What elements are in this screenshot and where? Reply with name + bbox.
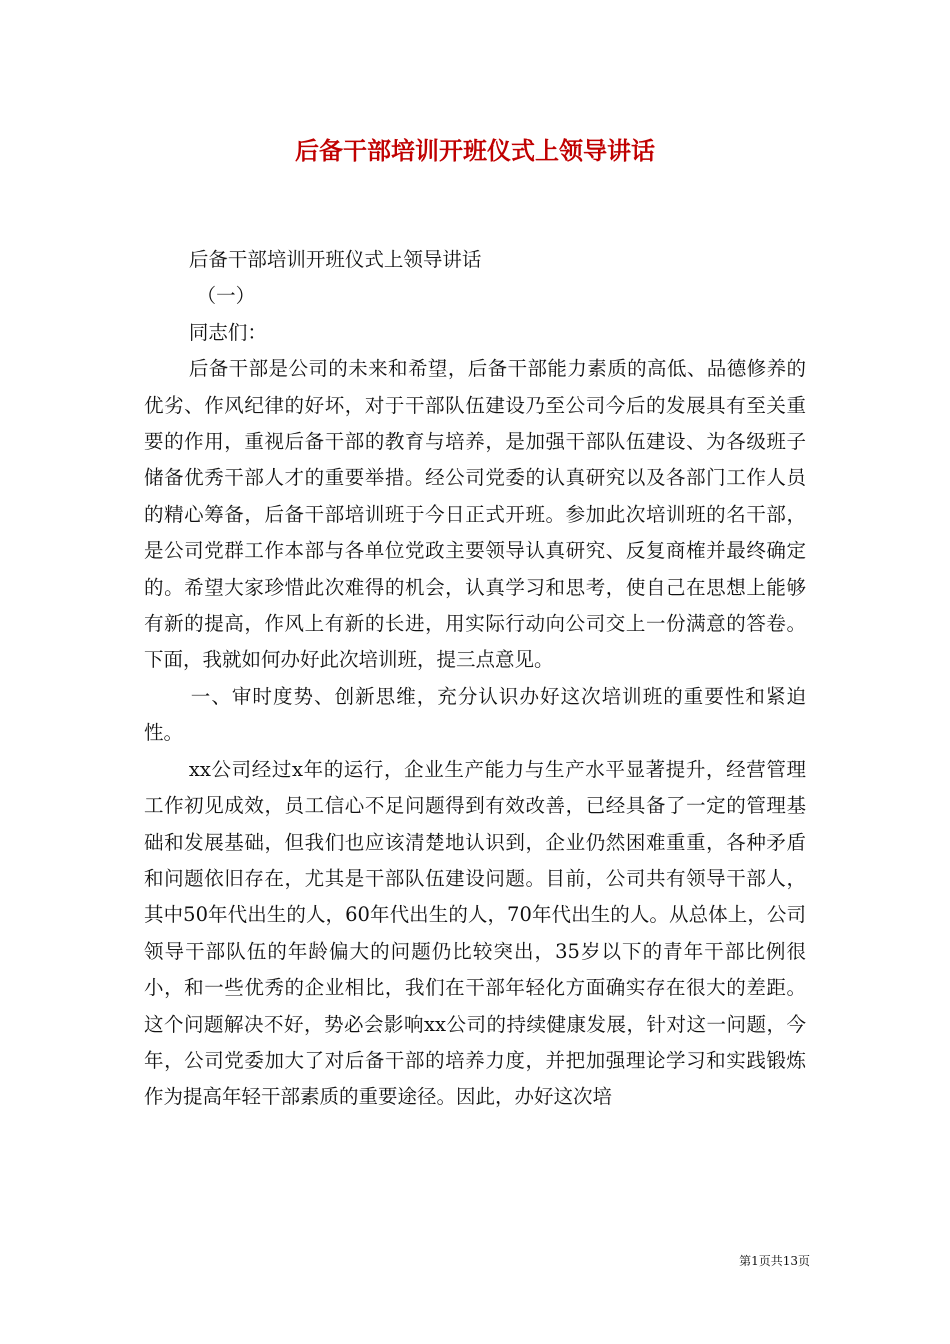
document-body [144, 242, 806, 1116]
body-paragraph: xx公司经过x年的运行，企业生产能力与生产水平显著提升，经营管理工作初见成效，员工信心不足问题得到有效改善，已经具备了一定的管理基础和发展基础，但我们也应该清楚地认识到，企业仍然困难重重，各种矛盾和问题依旧存在，尤其是干部队伍建设问题。目前，公司共有领导干部人，其中50年代出生的人，60年代出生的人，70年代出生的人。从总体上，公司领导干部队伍的年龄偏大的问题仍比较突出，35岁以下的青年干部比例很小，和一些优秀的企业相比，我们在干部年轻化方面确实存在很大的差距。这个问题解决不好，势必会影响xx公司的持续健康发展，针对这一问题，今年，公司党委加大了对后备干部的培养力度，并把加强理论学习和实践锻炼作为提高年轻干部素质的重要途径。因此，办好这次培 [144, 757, 806, 1109]
page-number: 第1页共13页 [739, 1254, 810, 1268]
section-marker: （一） [196, 284, 256, 308]
subtitle-line: 后备干部培训开班仪式上领导讲话 [188, 248, 482, 271]
section-heading: 一、审时度势、创新思维，充分认识办好这次培训班的重要性和紧迫性。 [144, 684, 806, 745]
body-paragraph: 后备干部是公司的未来和希望，后备干部能力素质的高低、品德修养的优劣、作风纪律的好坏，对于干部队伍建设乃至公司今后的发展具有至关重要的作用，重视后备干部的教育与培养，是加强干部队伍建设、为各级班子储备优秀干部人才的重要举措。经公司党委的认真研究以及各部门工作人员的精心筹备，后备干部培训班于今日正式开班。参加此次培训班的名干部，是公司党群工作本部与各单位党政主要领导认真研究、反复商榷并最终确定的。希望大家珍惜此次难得的机会，认真学习和思考，使自己在思想上能够有新的提高，作风上有新的长进，用实际行动向公司交上一份满意的答卷。下面，我就如何办好此次培训班，提三点意见。 [144, 357, 806, 672]
salutation: 同志们： [188, 320, 267, 344]
page-title: 后备干部培训开班仪式上领导讲话 [295, 136, 655, 165]
